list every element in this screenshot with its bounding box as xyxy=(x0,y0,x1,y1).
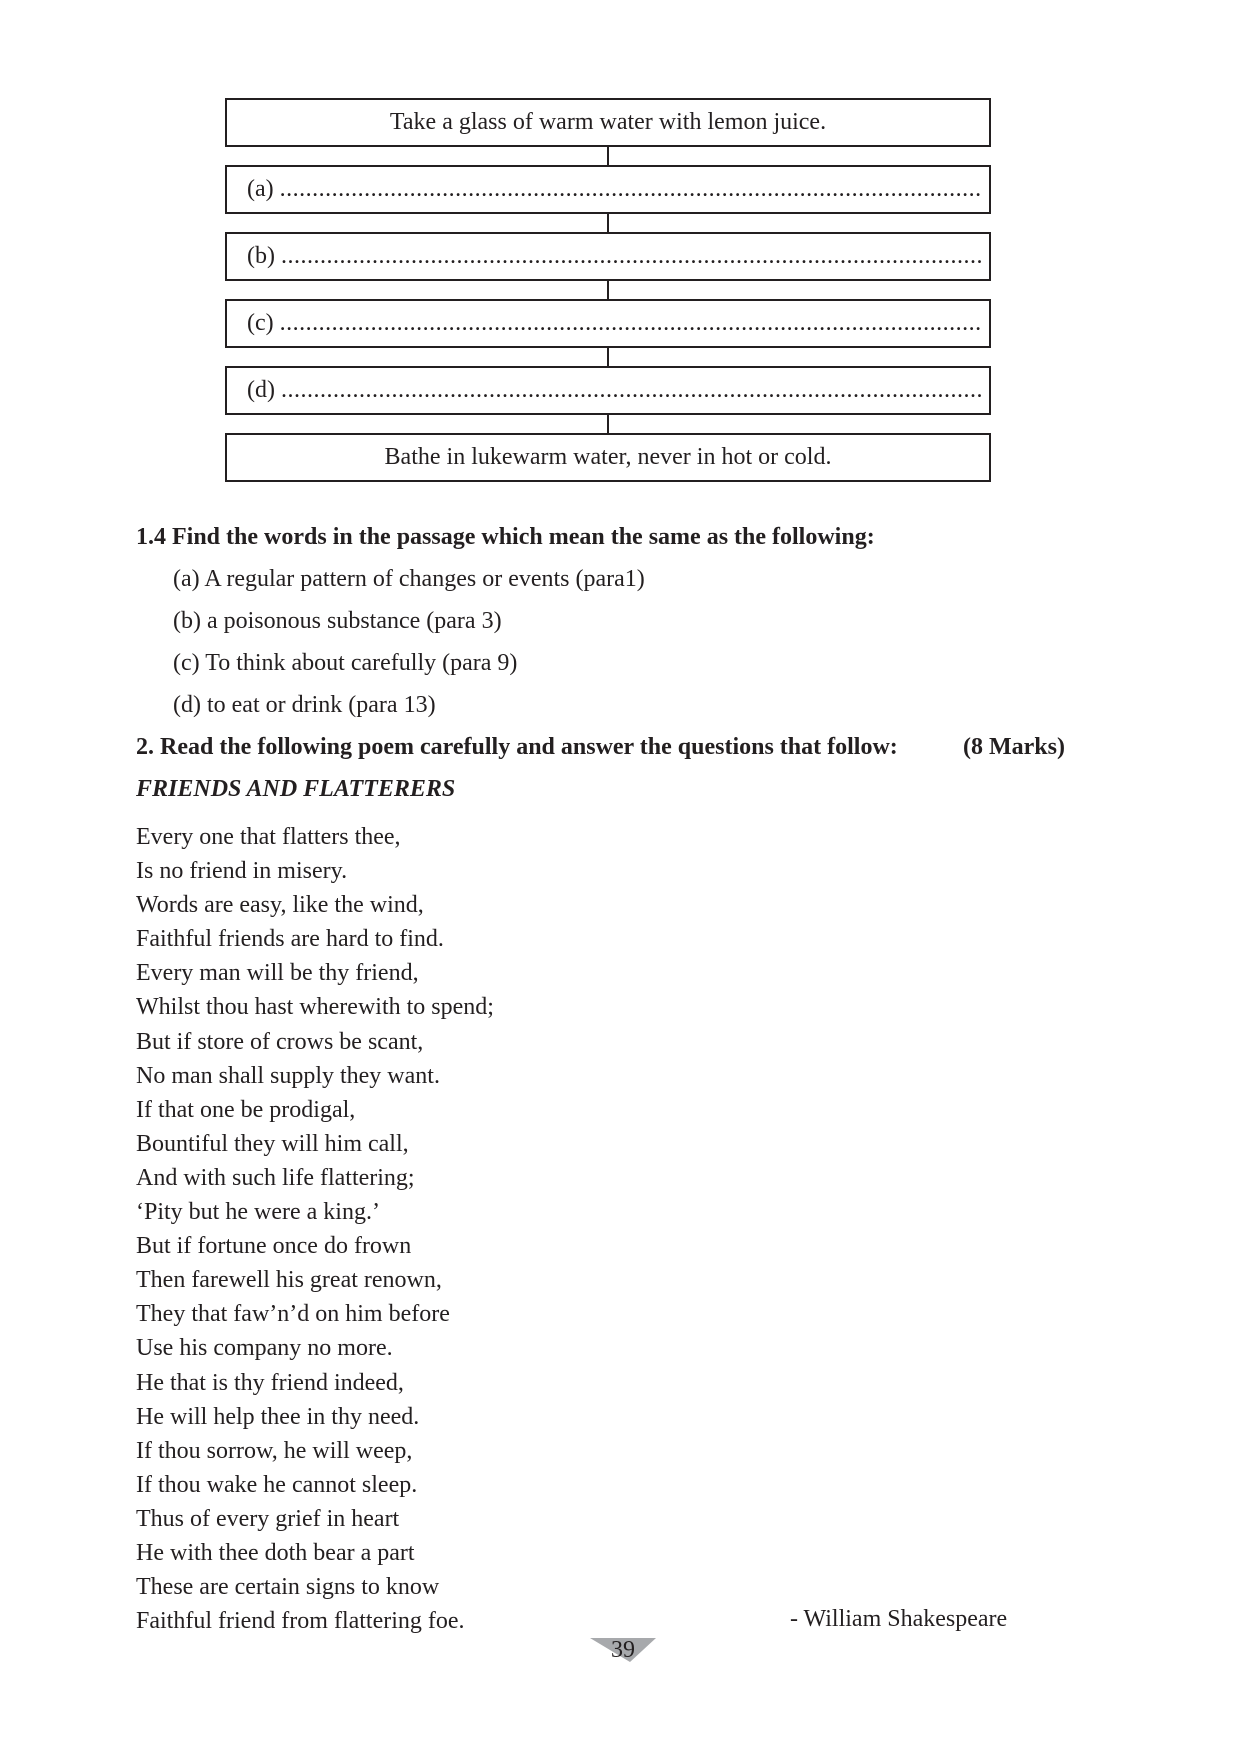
flowchart-blank-a xyxy=(225,165,991,214)
flowchart-connector xyxy=(607,281,609,299)
poem-title: FRIENDS AND FLATTERERS xyxy=(136,776,456,802)
poem-line: Bountiful they will him call, xyxy=(136,1130,409,1157)
flowchart-blank-c xyxy=(225,299,991,348)
flowchart-start-box xyxy=(225,98,991,147)
poem-line: Words are easy, like the wind, xyxy=(136,892,424,919)
flowchart-connector xyxy=(607,147,609,165)
blank-dots: ............................................................................................................ xyxy=(280,243,983,269)
flowchart-blank-b xyxy=(225,232,991,281)
poem-author: - William Shakespeare xyxy=(790,1606,1008,1632)
poem-line: Thus of every grief in heart xyxy=(136,1505,400,1532)
flowchart-connector xyxy=(607,214,609,232)
blank-dots: ............................................................................................................ xyxy=(279,176,982,202)
page-number-tab xyxy=(590,1637,656,1663)
blank-dots: ............................................................................................................ xyxy=(279,310,982,336)
question-1-4-item-d: (d) to eat or drink (para 13) xyxy=(173,692,436,718)
poem-line: They that faw’n’d on him before xyxy=(136,1301,450,1328)
flowchart-end-text: Bathe in lukewarm water, never in hot or cold. xyxy=(384,444,832,470)
poem-line: These are certain signs to know xyxy=(136,1574,440,1601)
blank-label: (a) xyxy=(247,176,274,202)
flowchart-blank-d xyxy=(225,366,991,415)
poem-line: Use his company no more. xyxy=(136,1335,393,1362)
question-1-4-item-c: (c) To think about carefully (para 9) xyxy=(173,650,518,676)
poem-line: Every one that flatters thee, xyxy=(136,824,401,850)
flowchart-start-text: Take a glass of warm water with lemon juice. xyxy=(389,109,827,135)
blank-label: (d) xyxy=(247,377,275,403)
question-1-4-heading: 1.4 Find the words in the passage which mean the same as the following: xyxy=(136,524,875,550)
blank-label: (b) xyxy=(247,243,275,269)
poem-line: He will help thee in thy need. xyxy=(136,1403,420,1430)
poem-line: But if store of crows be scant, xyxy=(136,1028,424,1055)
poem-line: And with such life flattering; xyxy=(136,1164,415,1191)
poem-line: Then farewell his great renown, xyxy=(136,1267,442,1294)
question-2-marks: (8 Marks) xyxy=(963,734,1065,760)
page-number: 39 xyxy=(611,1637,635,1663)
flowchart-connector xyxy=(607,348,609,366)
poem-line: Faithful friends are hard to find. xyxy=(136,926,444,953)
blank-dots: ............................................................................................................ xyxy=(280,377,983,403)
poem-line: Faithful friend from flattering foe. xyxy=(136,1608,465,1635)
poem-line: He that is thy friend indeed, xyxy=(136,1369,404,1396)
question-1-4-item-a: (a) A regular pattern of changes or events (para1) xyxy=(173,566,645,592)
flowchart-connector xyxy=(607,415,609,433)
poem-line: He with thee doth bear a part xyxy=(136,1539,415,1566)
poem-line: If that one be prodigal, xyxy=(136,1096,356,1123)
poem-line: ‘Pity but he were a king.’ xyxy=(136,1199,380,1226)
poem-line: Every man will be thy friend, xyxy=(136,960,419,987)
poem-line: No man shall supply they want. xyxy=(136,1062,440,1089)
poem-line: If thou sorrow, he will weep, xyxy=(136,1437,413,1464)
poem-line: But if fortune once do frown xyxy=(136,1233,412,1260)
blank-label: (c) xyxy=(247,310,274,336)
poem-line: Whilst thou hast wherewith to spend; xyxy=(136,994,494,1021)
question-1-4-item-b: (b) a poisonous substance (para 3) xyxy=(173,608,502,634)
poem-line: Is no friend in misery. xyxy=(136,858,348,885)
poem-body xyxy=(136,820,494,1638)
question-2-heading: 2. Read the following poem carefully and answer the questions that follow: xyxy=(136,734,898,760)
flowchart-end-box xyxy=(225,433,991,482)
poem-line: If thou wake he cannot sleep. xyxy=(136,1471,418,1498)
